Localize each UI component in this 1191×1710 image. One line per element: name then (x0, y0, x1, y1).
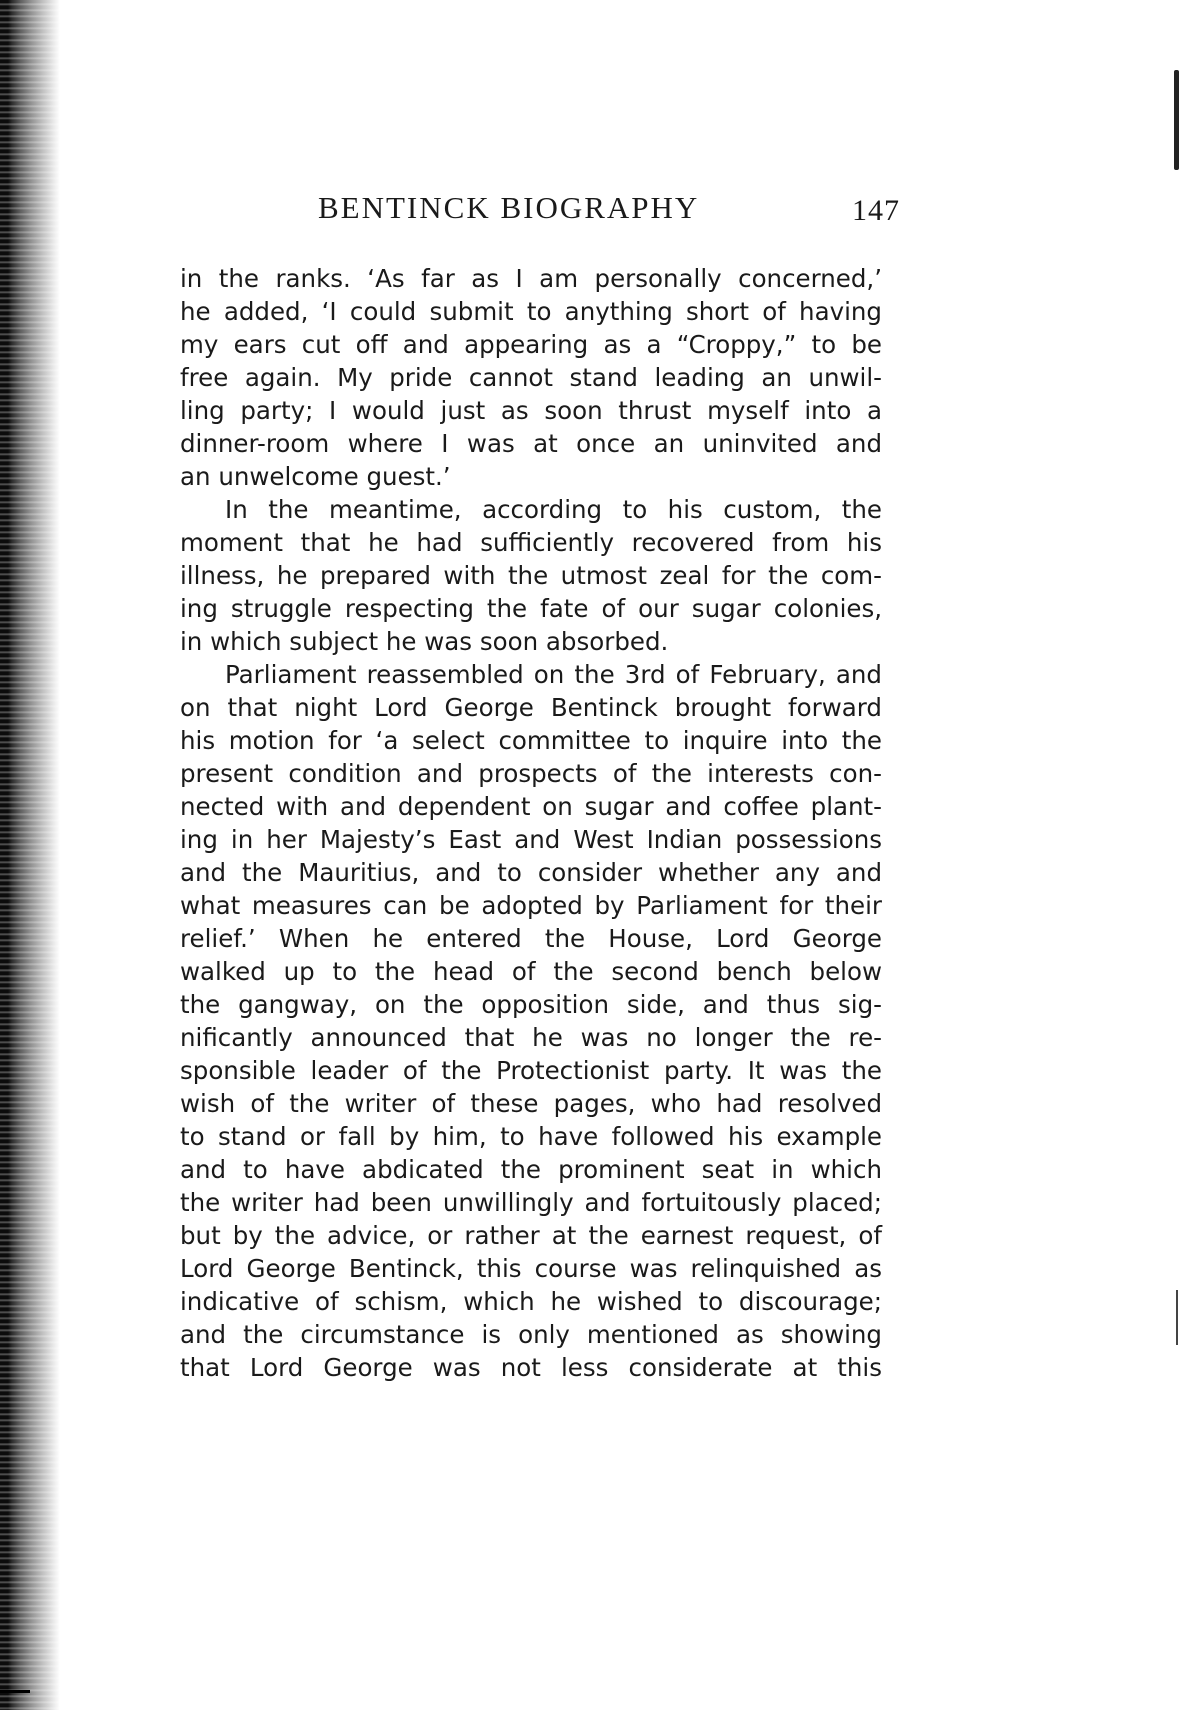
text-line: his motion for ‘a select committee to inquire into the (180, 726, 882, 755)
text-line: Parliament reassembled on the 3rd of February, and (225, 660, 882, 689)
text-line: ling party; I would just as soon thrust myself into a (180, 396, 882, 425)
text-line: ing in her Majesty’s East and West Indian possessions (180, 825, 882, 854)
text-line: the gangway, on the opposition side, and thus sig- (180, 990, 882, 1019)
text-line: the writer had been unwillingly and fortuitously placed; (180, 1188, 882, 1217)
text-line: Lord George Bentinck, this course was relinquished as (180, 1254, 882, 1283)
text-line: what measures can be adopted by Parliament for their (180, 891, 882, 920)
text-line: In the meantime, according to his custom, the (225, 495, 882, 524)
text-line: he added, ‘I could submit to anything short of having (180, 297, 882, 326)
text-line: in the ranks. ‘As far as I am personally concerned,’ (180, 264, 882, 293)
text-line: to stand or fall by him, to have followed his example (180, 1122, 882, 1151)
text-line: free again. My pride cannot stand leading an unwil- (180, 363, 882, 392)
text-line: on that night Lord George Bentinck brought forward (180, 693, 882, 722)
binding-edge (0, 0, 60, 1710)
text-line: an unwelcome guest.’ (180, 462, 451, 491)
edge-mark-bottom (1176, 1290, 1178, 1345)
page-header (318, 190, 900, 240)
page-number: 147 (852, 194, 900, 227)
text-line: walked up to the head of the second bench below (180, 957, 882, 986)
text-line: nificantly announced that he was no longer the re- (180, 1023, 882, 1052)
text-line: my ears cut off and appearing as a “Croppy,” to be (180, 330, 882, 359)
text-line: and the circumstance is only mentioned as showing (180, 1320, 882, 1349)
text-line: relief.’ When he entered the House, Lord George (180, 924, 882, 953)
running-head: BENTINCK BIOGRAPHY (318, 190, 700, 225)
text-line: indicative of schism, which he wished to discourage; (180, 1287, 882, 1316)
body-text (180, 262, 882, 1384)
text-line: present condition and prospects of the interests con- (180, 759, 882, 788)
text-line: that Lord George was not less considerate at this (180, 1353, 882, 1382)
text-line: but by the advice, or rather at the earnest request, of (180, 1221, 882, 1250)
text-line: wish of the writer of these pages, who had resolved (180, 1089, 882, 1118)
binding-foot-mark (0, 1690, 30, 1693)
text-line: and the Mauritius, and to consider whether any and (180, 858, 882, 887)
text-line: ing struggle respecting the fate of our sugar colonies, (180, 594, 882, 623)
text-line: sponsible leader of the Protectionist party. It was the (180, 1056, 882, 1085)
text-line: nected with and dependent on sugar and coffee plant- (180, 792, 882, 821)
edge-mark-top (1174, 70, 1179, 170)
text-line: in which subject he was soon absorbed. (180, 627, 669, 656)
text-line: and to have abdicated the prominent seat in which (180, 1155, 882, 1184)
text-line: dinner-room where I was at once an uninvited and (180, 429, 882, 458)
text-line: moment that he had sufficiently recovered from his (180, 528, 882, 557)
text-line: illness, he prepared with the utmost zeal for the com- (180, 561, 882, 590)
